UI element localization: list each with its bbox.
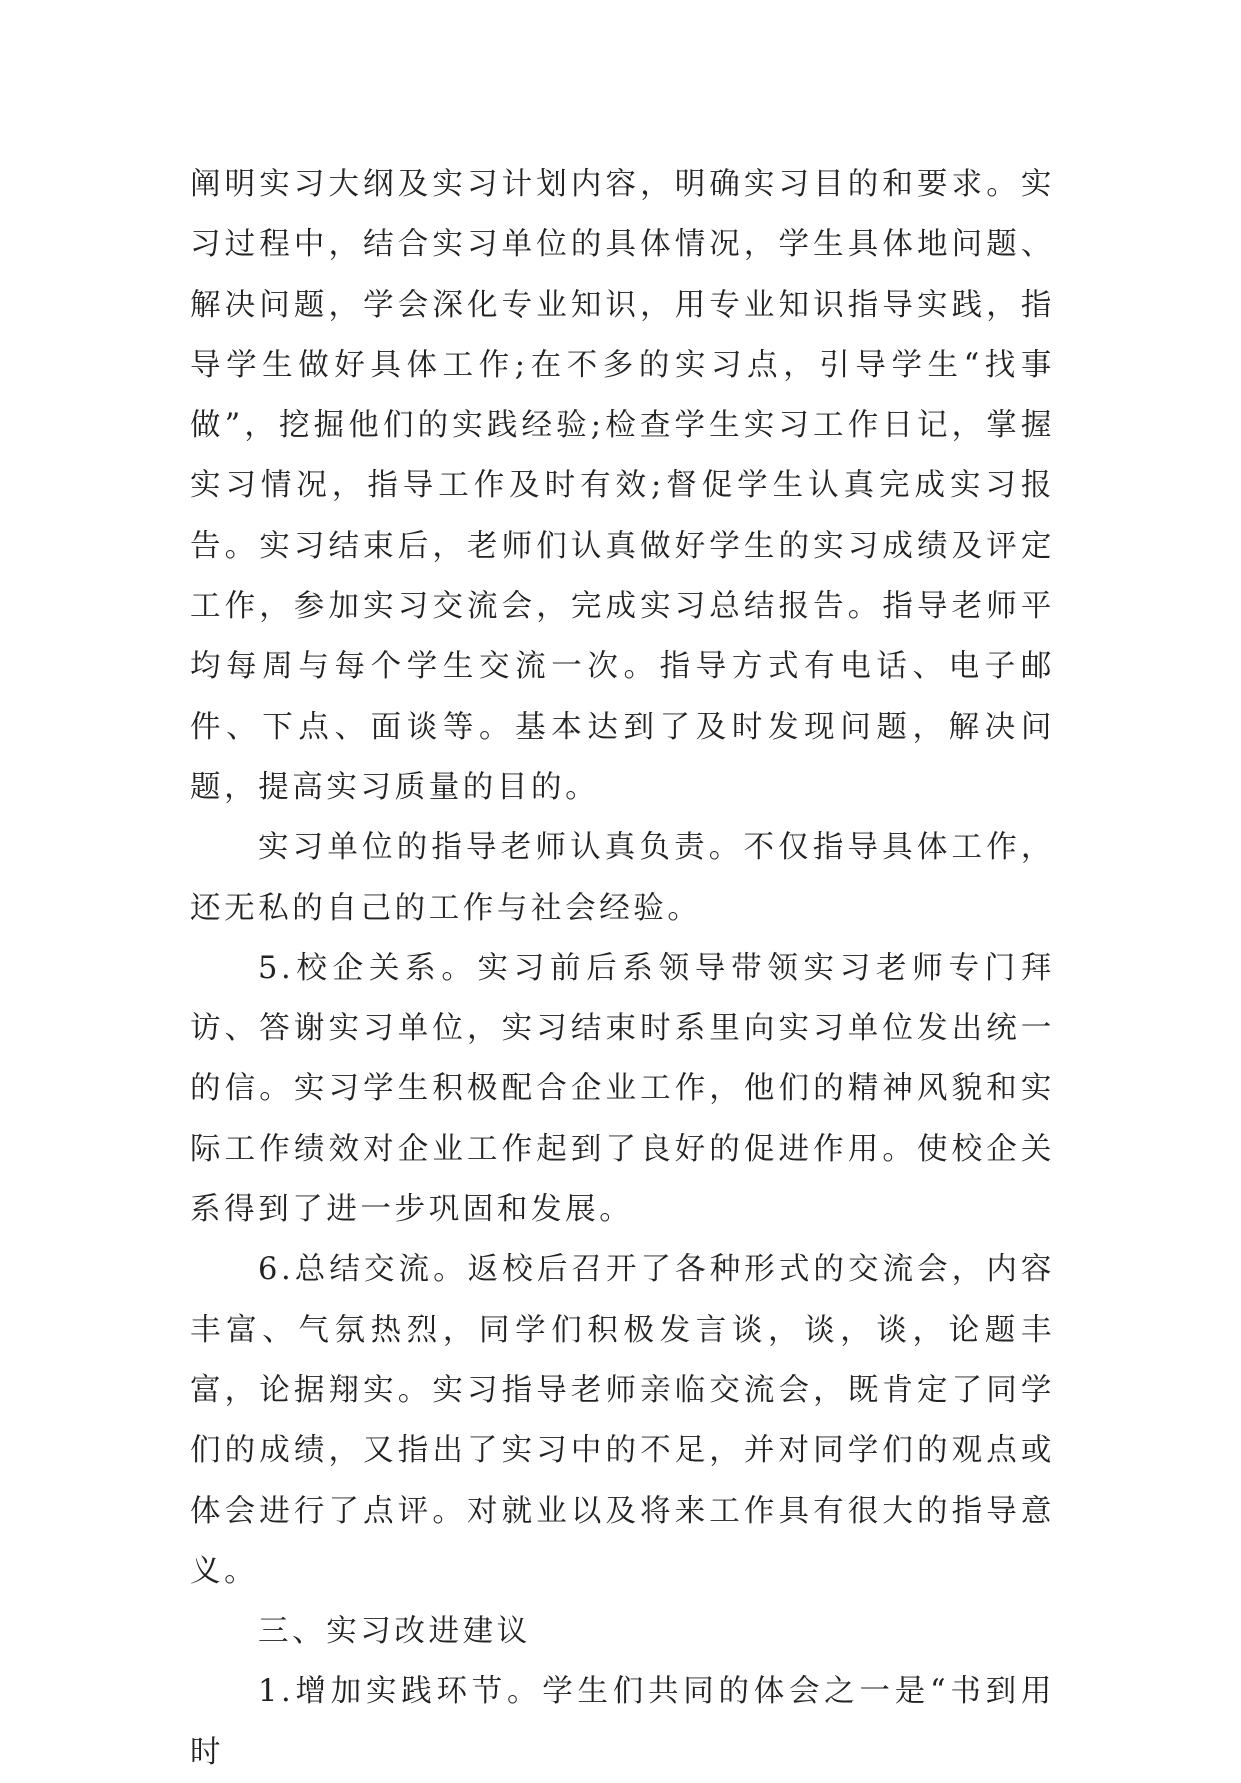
paragraph-increase-practice: 1.增加实践环节。学生们共同的体会之一是“书到用时 [190, 1674, 1055, 1770]
paragraph-unit-mentors: 实习单位的指导老师认真负责。不仅指导具体工作，还无私的自己的工作与社会经验。 [190, 830, 1055, 926]
paragraph-school-enterprise-relations: 5.校企关系。实习前后系领导带领实习老师专门拜访、答谢实习单位，实习结束时系里向实习单位发出统一的信。实习学生积极配合企业工作，他们的精神风貌和实际工作绩效对企业工作起到了良好的促进作用。使校企关系得到了进一步巩固和发展。 [190, 950, 1055, 1228]
document-page [190, 155, 1055, 1783]
paragraph-summary-exchange: 6.总结交流。返校后召开了各种形式的交流会，内容丰富、气氛热烈，同学们积极发言谈，谈，谈，论题丰富，论据翔实。实习指导老师亲临交流会，既肯定了同学们的成绩，又指出了实习中的不足，并对同学们的观点或体会进行了点评。对就业以及将来工作具有很大的指导意义。 [190, 1252, 1055, 1589]
section-heading-improvement-suggestions: 三、实习改进建议 [258, 1614, 531, 1650]
paragraph-guidance-summary: 阐明实习大纲及实习计划内容，明确实习目的和要求。实习过程中，结合实习单位的具体情况，学生具体地问题、解决问题，学会深化专业知识，用专业知识指导实践，指导学生做好具体工作;在不多的实习点，引导学生“找事做”，挖掘他们的实践经验;检查学生实习工作日记，掌握实习情况，指导工作及时有效;督促学生认真完成实习报告。实习结束后，老师们认真做好学生的实习成绩及评定工作，参加实习交流会，完成实习总结报告。指导老师平均每周与每个学生交流一次。指导方式有电话、电子邮件、下点、面谈等。基本达到了及时发现问题，解决问题，提高实习质量的目的。 [190, 167, 1055, 805]
